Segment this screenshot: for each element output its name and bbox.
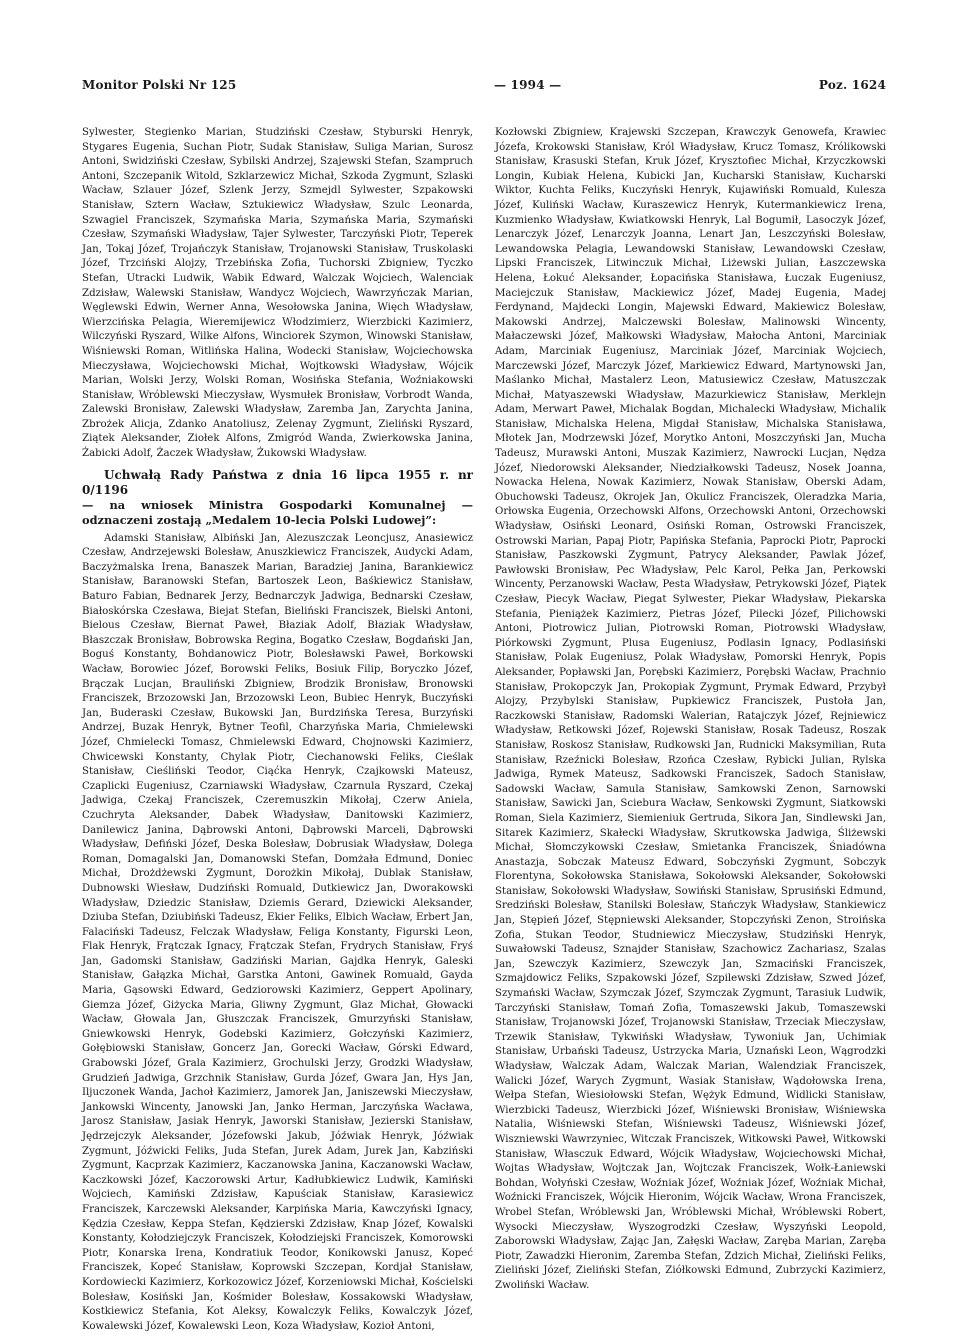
page-header bbox=[82, 78, 886, 92]
left-column bbox=[82, 126, 473, 1334]
resolution-line-2: — na wniosek Ministra Gospodarki Komunalnej — odznaczeni zostają „Medalem 10-lecia Polski Ludowej”: bbox=[82, 497, 473, 527]
page-number: — 1994 — bbox=[493, 78, 562, 92]
medal-recipients-list-continued: Kozłowski Zbigniew, Krajewski Szczepan, Krawczyk Genowefa, Krawiec Józefa, Krokowski Stanisław, Król Władysław, Krucz Tomasz, Królikowski Stanisław, Krasuski Stefan, Kruk Józef, Krysztofiec Michał, Krzyczkowski Longin, Kubiak Helena, Kubicki Jan, Kucharski Stanisław, Kucharski Wiktor, Kuchta Feliks, Kuczyński Henryk, Kujawiński Romuald, Kulesza Józef, Kuliński Wacław, Kuraszewicz Henryk, Kutermankiewicz Irena, Kuzmienko Władysław, Kwiatkowski Henryk, Lal Bogumił, Lasoczyk Józef, Lenarczyk Józef, Lenarczyk Joanna, Lenart Jan, Leszczyński Bolesław, Lewandowska Pelagia, Lewandowski Stanisław, Lewandowski Czesław, Lipski Franciszek, Litwinczuk Michał, Liżewski Julian, Łaszczewska Helena, Łokuć Aleksander, Łopacińska Stanisława, Łuczak Eugeniusz, Maciejczuk Stanisław, Mackiewicz Józef, Madej Eugenia, Madej Ferdynand, Majdecki Longin, Majewski Edward, Makiewicz Bolesław, Makowski Andrzej, Malczewski Bolesław, Malinowski Wincenty, Małaczewski Józef, Małkowski Władysław, Małocha Antoni, Marciniak Adam, Marciniak Eugeniusz, Marciniak Józef, Marciniak Wojciech, Marczewski Józef, Marczyk Józef, Markiewicz Edward, Martynowski Jan, Maślanko Michał, Mastalerz Leon, Matusiewicz Czesław, Matuszczak Michał, Matyaszewski Władysław, Mazurkiewicz Stanisław, Merklejn Adam, Merwart Paweł, Michalak Bogdan, Michalecki Władysław, Michalik Stanisław, Michalska Helena, Migdał Stanisław, Michalska Stanisława, Młotek Jan, Modrzewski Józef, Morytko Antoni, Moszczyński Jan, Mucha Tadeusz, Murawski Antoni, Muszak Kazimierz, Nawrocki Lucjan, Nędza Józef, Niedorowski Aleksander, Niedziałkowski Tadeusz, Nosek Joanna, Nowacka Helena, Nowak Kazimierz, Nowak Stanisław, Oberski Adam, Obuchowski Tadeusz, Okrojek Jan, Okulicz Franciszek, Oleradzka Maria, Orłowska Eugenia, Orzechowski Alfons, Orzechowski Antoni, Orzechowski Władysław, Osiński Leonard, Osiński Roman, Ostrowski Franciszek, Ostrowski Marian, Papaj Piotr, Papińska Stefania, Paprocki Piotr, Paprocki Stanisław, Paszkowski Zygmunt, Patrycy Aleksander, Pawlak Józef, Pawłowski Bronisław, Pec Władysław, Pelc Karol, Pełka Jan, Perkowski Wincenty, Perzanowski Wacław, Pesta Władysław, Petrykowski Józef, Piątek Czesław, Piecyk Wacław, Piegat Sylwester, Piekar Władysław, Piekarska Stefania, Pieniążek Kazimierz, Pietras Józef, Pilecki Józef, Pilichowski Antoni, Piotrowicz Julian, Piotrowski Roman, Piotrowski Władysław, Piórkowski Zygmunt, Plusa Eugeniusz, Podlasin Ignacy, Podlasiński Stanisław, Polak Eugeniusz, Polak Władysław, Pomorski Henryk, Popis Aleksander, Popławski Jan, Porębski Kazimierz, Porębski Wacław, Prachnio Stanisław, Prokopczyk Jan, Prokopiak Zygmunt, Prymak Edward, Przybył Alojzy, Przybylski Stanisław, Pupkiewicz Franciszek, Pustoła Jan, Raczkowski Stanisław, Radomski Walerian, Ratajczyk Józef, Rejniewicz Władysław, Retkowski Józef, Rojewski Stanisław, Rosak Tadeusz, Roszak Stanisław, Roskosz Stanisław, Rudkowski Jan, Rudnicki Maksymilian, Ruta Stanisław, Rzeźnicki Bolesław, Rzońca Czesław, Rybicki Julian, Rylska Jadwiga, Rymek Mateusz, Sadkowski Franciszek, Sadoch Stanisław, Sadowski Wacław, Samula Stanisław, Samkowski Zenon, Sarnowski Stanisław, Sawicki Jan, Sciebura Wacław, Senkowski Zygmunt, Siatkowski Roman, Siela Kazimierz, Siemieniuk Gertruda, Sikora Jan, Sindlewski Jan, Sitarek Kazimierz, Skałecki Władysław, Skrutkowska Jadwiga, Śliżewski Michał, Słomczykowski Czesław, Smietanka Franciszek, Śniadówna Anastazja, Sobczak Mateusz Edward, Sobczyński Zygmunt, Sobczyk Florentyna, Sokołowska Stanisława, Sokołowski Aleksander, Sokołowski Stanisław, Sokołowski Władysław, Sowiński Stanisław, Sprusiński Edmund, Sredziński Bolesław, Stanilski Bolesław, Stańczyk Władysław, Stankiewicz Jan, Stępień Józef, Stępniewski Aleksander, Stopczyński Zenon, Stroińska Zofia, Stukan Teodor, Studniewicz Mieczysław, Studziński Henryk, Suwałowski Tadeusz, Sznajder Stanisław, Szachowicz Zachariasz, Szalas Jan, Szewczyk Kazimierz, Szewczyk Jan, Szmaciński Franciszek, Szmajdowicz Feliks, Szpakowski Józef, Szpilewski Zdzisław, Szwed Józef, Szymański Wacław, Szymczak Józef, Szymczak Zygmunt, Tarasiuk Ludwik, Tarczyński Stanisław, Tomań Zofia, Tomaszewski Jakub, Tomaszewski Stanisław, Trojanowski Józef, Trojanowski Stanisław, Trzeciak Mieczysław, Trzewik Stanisław, Tykwiński Władysław, Tywoniuk Jan, Uchimiak Stanisław, Urbański Tadeusz, Ustrzycka Maria, Uznański Leon, Wągrodzki Władysław, Walczak Adam, Walczak Marian, Walendziak Franciszek, Walicki Józef, Warych Zygmunt, Wasiak Stanisław, Wądołowska Irena, Wełpa Stefan, Wiesiołowski Stefan, Wężyk Edmund, Widlicki Stanisław, Wierzbicki Tadeusz, Wierzbicki Józef, Wiśniewski Bronisław, Wiśniewska Natalia, Wiśniewski Stefan, Wiśniewski Tadeusz, Wiśniewski Józef, Wiszniewski Wawrzyniec, Witczak Franciszek, Witkowski Paweł, Witkowski Stanisław, Własczuk Edward, Wójcik Władysław, Wojciechowski Michał, Wojtas Władysław, Wojtczak Jan, Wojtczak Franciszek, Wołk-Łaniewski Bohdan, Wołyński Czesław, Woźniak Józef, Woźniak Józef, Woźniak Michał, Woźnicki Franciszek, Wójcik Hieronim, Wójcik Wacław, Wrona Franciszek, Wrobel Stefan, Wróblewski Jan, Wróblewski Michał, Wróblewski Robert, Wysocki Mieczysław, Wyszogrodzki Czesław, Wyszyński Leopold, Zaborowski Władysław, Zając Jan, Załęski Wacław, Zaręba Marian, Zaręba Piotr, Zawadzki Hieronim, Zaremba Stefan, Zdzich Michał, Zieliński Feliks, Zieliński Józef, Zieliński Stefan, Ziółkowski Edmund, Zubrzycki Kazimierz, Zwoliński Wacław. bbox=[495, 127, 886, 1291]
medal-recipients-list: Adamski Stanisław, Albiński Jan, Alezuszczak Leoncjusz, Anasiewicz Czesław, Andrzejewski Bolesław, Anuszkiewicz Franciszek, Audycki Adam, Baczyżmalska Irena, Banaszek Marian, Baradziej Janina, Barankiewicz Stanisław, Baranowski Stefan, Bartoszek Leon, Baśkiewicz Stanisław, Baturo Fabian, Bednarek Jerzy, Bednarczyk Jadwiga, Bednarski Czesław, Białoskórska Czesława, Biejat Stefan, Bieliński Franciszek, Bielski Antoni, Bielous Czesław, Biernat Paweł, Błaziak Adolf, Błaziak Władysław, Błaszczak Bronisław, Bobrowska Regina, Bogatko Czesław, Bogdański Jan, Boguś Konstanty, Bohdanowicz Piotr, Bolesławski Paweł, Borkowski Wacław, Borowiec Józef, Borowski Feliks, Bosiuk Filip, Boryczko Józef, Brączak Lucjan, Brauliński Zbigniew, Brodzik Bronisław, Bronowski Franciszek, Brzozowski Jan, Brzozowski Leon, Bubiec Henryk, Buczyński Jan, Buderaski Czesław, Bukowski Jan, Burdzińska Teresa, Burzyński Andrzej, Buzak Henryk, Bytner Teofil, Charzyńska Maria, Chmielewski Józef, Chmielecki Tomasz, Chmielewski Edward, Chojnowski Kazimierz, Chwicewski Konstanty, Chylak Piotr, Ciechanowski Feliks, Cieślak Stanisław, Cieśliński Teodor, Ciąćka Henryk, Czajkowski Mateusz, Czaplicki Eugeniusz, Czarniawski Władysław, Czarnula Ryszard, Czekaj Jadwiga, Czekaj Franciszek, Czeremuszkin Mikołaj, Czerw Aniela, Czuchryta Aleksander, Dabek Władysław, Danitowski Kazimierz, Danilewicz Janina, Dąbrowski Antoni, Dąbrowski Marceli, Dąbrowski Władysław, Defiński Józef, Deska Bolesław, Dobrusiak Władysław, Dolega Roman, Domagalski Jan, Domanowski Stefan, Domżała Edmund, Doniec Michał, Drożdżewski Zygmunt, Dorożkin Mikołaj, Dublak Stanisław, Dubnowski Wiesław, Dudziński Romuald, Dutkiewicz Jan, Dworakowski Władysław, Dziedzic Stanisław, Dziemis Gerard, Dziewicki Aleksander, Dziuba Stefan, Dziubiński Tadeusz, Ekier Feliks, Elbich Wacław, Erbert Jan, Falaciński Tadeusz, Felczak Władysław, Feliga Konstanty, Figurski Leon, Flak Henryk, Frątczak Ignacy, Frątczak Stefan, Frydrych Stanisław, Fryś Jan, Gadomski Stanisław, Gadziński Marian, Gajdka Henryk, Galeski Stanisław, Gałązka Michał, Garstka Antoni, Gawinek Romuald, Gayda Maria, Gąsowski Edward, Gedziorowski Kazimierz, Geppert Apolinary, Giemza Józef, Giżycka Maria, Gliwny Zygmunt, Glaz Michał, Głowacki Wacław, Głowala Jan, Głuszczak Franciszek, Gmurzyński Stanisław, Gniewkowski Henryk, Godebski Kazimierz, Gołczyński Kazimierz, Gołębiowski Stanisław, Goncerz Jan, Gorecki Wacław, Górski Edward, Grabowski Józef, Grala Kazimierz, Grochulski Jerzy, Grodzki Władysław, Grudzień Jadwiga, Grzchnik Stanisław, Gurda Józef, Gwara Jan, Hys Jan, Iljuczonek Wanda, Jachoł Kazimierz, Jamorek Jan, Janiszewski Mieczysław, Jankowski Wincenty, Janowski Jan, Janko Herman, Jarczyńska Wacława, Jarosz Stanisław, Jasiak Henryk, Jaworski Stanisław, Jezierski Stanisław, Jędrzejczyk Aleksander, Józefowski Jakub, Jóźwiak Henryk, Jóźwiak Zygmunt, Jóźwicki Feliks, Juda Stefan, Jurek Adam, Jurek Jan, Kabziński Zygmunt, Kacprzak Kazimierz, Kaczanowska Janina, Kaczanowski Wacław, Kaczkowski Józef, Kaczorowski Artur, Kadłubkiewicz Ludwik, Kamiński Wojciech, Kamiński Zdzisław, Kapuściak Stanisław, Karasiewicz Franciszek, Karczewski Aleksander, Karpińska Maria, Kawczyński Ignacy, Kędzia Czesław, Keppa Stefan, Kędzierski Zdzisław, Knap Józef, Kowalski Konstanty, Kołodziejczyk Franciszek, Kołodziejski Franciszek, Komorowski Piotr, Konarska Irena, Kondratiuk Teodor, Konikowski Janusz, Kopeć Franciszek, Kopeć Stanisław, Koprowski Szczepan, Kordjał Stanisław, Kordowiecki Kazimierz, Korkozowicz Józef, Korzeniowski Michał, Kościelski Bolesław, Kosiński Jan, Kośmider Bolesław, Kossakowski Władysław, Kostkiewicz Stefania, Kot Aleksy, Kowalczyk Feliks, Kowalczyk Józef, Kowalewski Józef, Kowalewski Leon, Koza Władysław, Kozioł Antoni, bbox=[82, 532, 474, 1332]
publication-title: Monitor Polski Nr 125 bbox=[82, 78, 237, 92]
resolution-line-1: Uchwałą Rady Państwa z dnia 16 lipca 1955 r. nr 0/1196 bbox=[82, 467, 473, 497]
text-columns bbox=[82, 126, 886, 1334]
name-list-continued: Sylwester, Stegienko Marian, Studziński Czesław, Styburski Henryk, Stygares Eugenia, Suchan Piotr, Sudak Stanisław, Suliga Marian, Surosz Antoni, Swidziński Czesław, Sybilski Andrzej, Szajewski Stefan, Szampruch Antoni, Szczepanik Witold, Szklarzewicz Michał, Szkoda Zygmunt, Szlaski Wacław, Szlauer Józef, Szlenk Jerzy, Szmejdl Sylwester, Szpakowski Stanisław, Sztern Wacław, Sztukiewicz Władysław, Szulc Leonarda, Szwagiel Franciszek, Szymańska Maria, Szymańska Maria, Szymański Czesław, Szymański Władysław, Tajer Sylwester, Tarczyński Piotr, Teperek Jan, Tokaj Józef, Trojańczyk Stanisław, Trojanowski Stanisław, Truskolaski Józef, Trzciński Alojzy, Trzebińska Zofia, Tuchorski Zbigniew, Tyczko Stefan, Utracki Ludwik, Wabik Edward, Walczak Wojciech, Walenciak Zdzisław, Walewski Stanisław, Wandycz Wojciech, Wawrzyńczak Marian, Węglewski Edwin, Werner Anna, Wesołowska Janina, Więch Władysław, Wierzcińska Pelagia, Wieremijewicz Włodzimierz, Wierzbicki Kazimierz, Wilczyński Ryszard, Wilke Alfons, Winciorek Szymon, Winowski Stanisław, Wiśniewski Roman, Witlińska Halina, Wodecki Stanisław, Wojciechowska Mieczysława, Wojciechowski Michał, Wojtkowski Władysław, Wójcik Marian, Wolski Jerzy, Wolski Roman, Wosińska Stefania, Woźniakowski Stanisław, Wróblewski Mieczysław, Wysmułek Bronisław, Vorbrodt Wanda, Zalewski Bronisław, Zalewski Władysław, Zaremba Jan, Zarychta Janina, Zbrożek Alicja, Zdanko Anatoliusz, Zelenay Zygmunt, Zieliński Ryszard, Ziątek Aleksander, Ziołek Alfons, Zmigród Wanda, Zwierkowska Janina, Żabicki Adolf, Żaczek Władysław, Żukowski Władysław. bbox=[82, 127, 473, 460]
right-column bbox=[495, 126, 886, 1334]
resolution-heading bbox=[82, 468, 473, 528]
position-number: Poz. 1624 bbox=[818, 78, 886, 92]
